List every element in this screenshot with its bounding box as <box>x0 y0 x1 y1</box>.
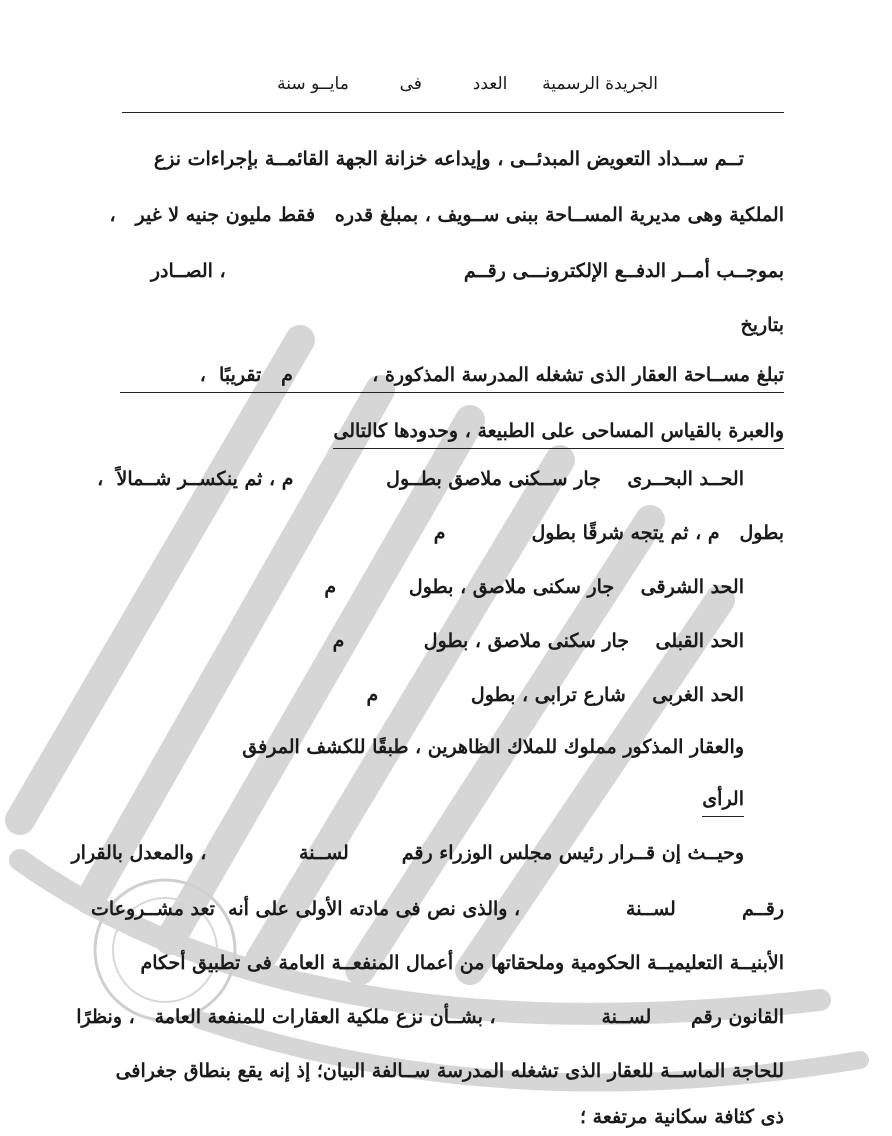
body-line: للحاجة الماســة للعقار الذى تشغله المدرسة ســالفة البيان؛ إذ إنه يقع بنطاق جغرافى <box>115 1060 784 1082</box>
header-divider <box>122 112 784 113</box>
body-line: والعبرة بالقياس المساحى على الطبيعة ، وحدودها كالتالى <box>333 418 784 449</box>
page-header <box>277 74 658 94</box>
issue-label: العدد <box>472 74 508 94</box>
body-line: الأبنيــة التعليميــة الحكومية وملحقاتها من أعمال المنفعــة العامة فى تطبيق أحكام <box>140 952 784 974</box>
body-line: بطول م ، ثم يتجه شرقًا بطول م <box>433 522 784 544</box>
body-line: الحد الشرقى جار سكنى ملاصق ، بطول م <box>324 576 744 598</box>
body-line: الحد الغربى شارع ترابى ، بطول م <box>366 684 744 706</box>
body-line: تــم ســداد التعويض المبدئــى ، وإيداعه خزانة الجهة القائمــة بإجراءات نزع <box>153 148 744 170</box>
body-line: ذى كثافة سكانية مرتفعة ؛ <box>580 1106 784 1128</box>
body-line: رقــم لســنة ، والذى نص فى مادته الأولى على أنه تعد مشــروعات <box>90 898 784 920</box>
section-heading: الرأى <box>702 786 744 817</box>
body-line: وحيــث إن قــرار رئيس مجلس الوزراء رقم لســنة ، والمعدل بالقرار <box>71 842 744 864</box>
body-line: بموجــب أمــر الدفــع الإلكترونـــى رقــم ، الصــادر <box>150 260 784 282</box>
in-label: فى <box>399 74 422 94</box>
body-line: والعقار المذكور مملوك للملاك الظاهرين ، طبقًا للكشف المرفق <box>242 736 744 758</box>
gazette-name: الجريدة الرسمية <box>542 74 658 94</box>
body-line: الملكية وهى مديرية المســاحة ببنى ســويف ، بمبلغ قدره فقط مليون جنيه لا غير ، <box>109 204 784 226</box>
body-line: الحد القبلى جار سكنى ملاصق ، بطول م <box>332 630 744 652</box>
body-line: القانون رقم لســنة ، بشــأن نزع ملكية العقارات للمنفعة العامة ، ونظرًا <box>76 1006 784 1028</box>
body-line: الحــد البحــرى جار ســكنى ملاصق بطــول م ، ثم ينكســر شــمالاً ، <box>97 468 744 490</box>
date-label: مايــو سنة <box>277 74 349 94</box>
body-line: تبلغ مســاحة العقار الذى تشغله المدرسة المذكورة ، م تقريبًا ، <box>120 362 784 393</box>
body-line: بتاريخ <box>740 314 784 336</box>
